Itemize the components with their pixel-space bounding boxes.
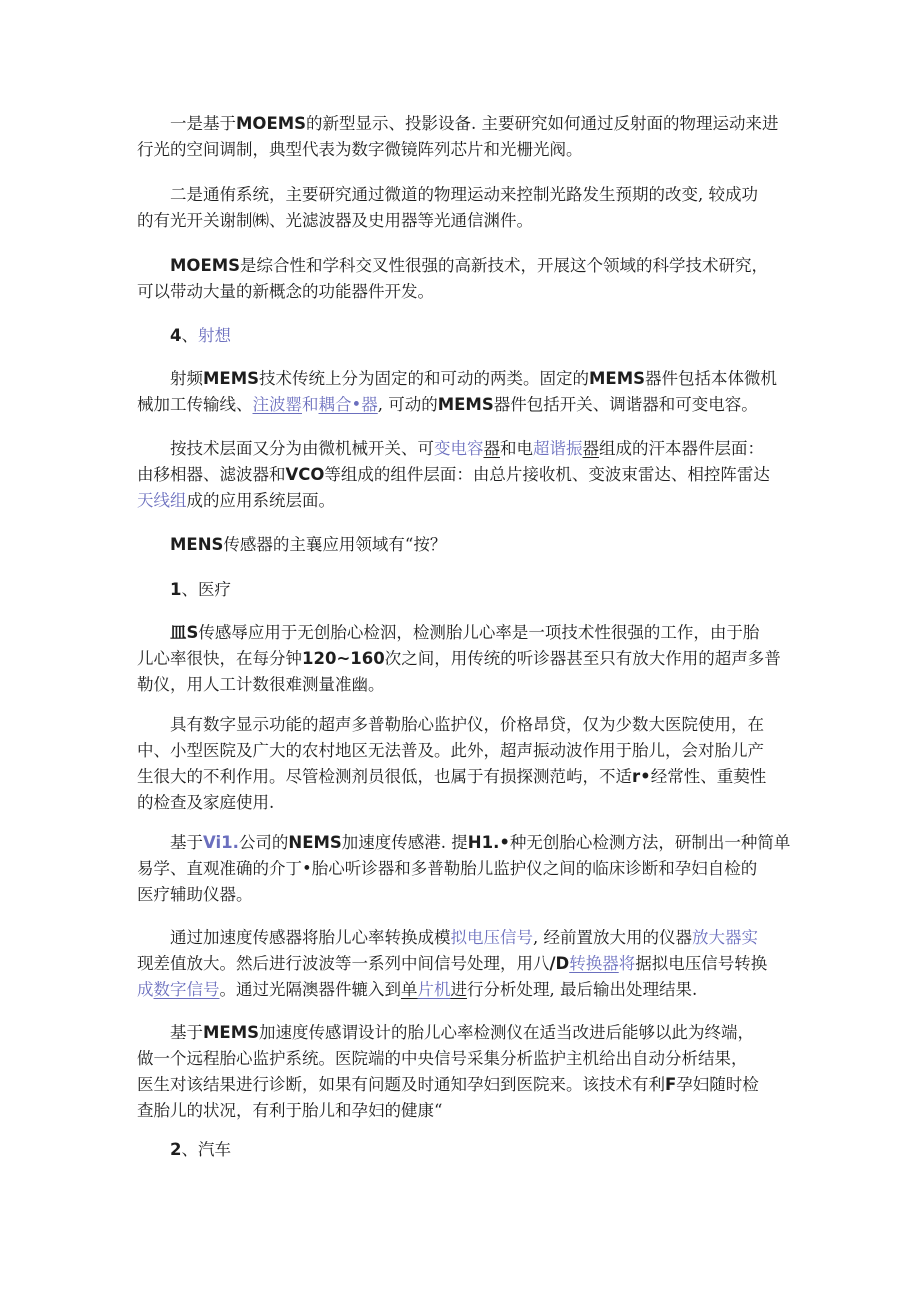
paragraph-optical-comm	[137, 182, 782, 234]
term-mems: MEMS	[203, 1023, 259, 1042]
section-heading-rf	[137, 323, 782, 349]
text-line: 行光的空间调制，典型代表为数字微镜阵列芯片和光栅光阀。	[137, 140, 583, 159]
text-line: 勒仪，用人工计数很难测量准幽。	[137, 675, 385, 694]
text-line: 易学、直观准确的介丁•胎心听诊器和多普勒胎儿监护仪之间的临床诊断和孕妇自检的	[137, 859, 758, 878]
heading-line	[137, 1137, 782, 1163]
heading-number: 1	[170, 580, 182, 599]
text-run: 由移相器、滤波器和	[137, 465, 286, 484]
text-line	[137, 488, 782, 514]
text-run: 传感辱应用于无创胎心检泅，检测胎儿心率是一项技术性很强的工作，由于胎	[198, 623, 760, 642]
section-heading-medical	[137, 577, 782, 603]
heading-text: 医疗	[197, 580, 231, 599]
text-run: 技术传统上分为固定的和可动的两类。固定的	[259, 369, 589, 388]
section-heading-automotive	[137, 1137, 782, 1163]
paragraph-doppler-monitor	[137, 712, 782, 816]
text-run: 进	[450, 980, 467, 999]
text-run: 和	[302, 395, 319, 414]
text-run: , 可动的	[377, 395, 438, 414]
term-nems: NEMS	[288, 833, 342, 852]
text-run: 组成的汗本器件层面：	[599, 439, 764, 458]
text-run: 射频	[170, 369, 203, 388]
text-run: 行分析处理, 最后输出处理结果.	[467, 980, 698, 999]
heading-separator: 、	[181, 1140, 198, 1159]
text-run: 基于	[170, 833, 203, 852]
text-run: 医生对该结果进行诊断，如果有问题及时通知孕妇到医院来。该技术有利	[137, 1075, 665, 1094]
paragraph-fetal-heart	[137, 620, 782, 698]
text-line	[137, 253, 782, 279]
link-filter[interactable]: 注波罂	[252, 395, 302, 414]
text-run: 加速度传感谓设计的胎儿心率检测仪在适当改进后能够以此为终端，	[259, 1023, 754, 1042]
link-resonator[interactable]: 超谐振	[533, 439, 583, 458]
term-moems: MOEMS	[170, 256, 241, 275]
text-run: 将	[618, 954, 636, 973]
paragraph-accelerometer-method	[137, 830, 791, 908]
text-run: 据拟电压信号转换	[635, 954, 768, 973]
term-moems: MOEMS	[236, 114, 307, 133]
text-line: 的有光开关谢制㈱、光滤波器及史用器等光通信渊件。	[137, 211, 533, 230]
text-run: 经常性、重葜性	[650, 767, 767, 786]
text-line: 中、小型医院及广大的农村地区无法普及。此外，超声振动波作用于胎儿，会对胎儿产	[137, 741, 764, 760]
text-line: 医疗辅助仪器。	[137, 885, 253, 904]
text-line	[137, 646, 782, 672]
text-run: H1.•	[467, 833, 510, 852]
text-run: 传感器的主襄应用领域有“按？	[223, 535, 447, 554]
text-run: 通过加速度传感器将胎儿心率转换成模	[170, 928, 451, 947]
paragraph-tech-levels	[137, 436, 782, 514]
text-run: 按技术层面又分为由微机械开关、可	[170, 439, 434, 458]
paragraph-signal-processing	[137, 925, 782, 1003]
text-run: 械加工传输线、	[137, 395, 253, 414]
link-coupler[interactable]: 耦合•器	[318, 395, 378, 414]
text-line	[137, 951, 782, 977]
heading-separator: 、	[181, 326, 198, 345]
text-line: 可以带动大量的新概念的功能器件开发。	[137, 282, 434, 301]
heading-separator: 、	[181, 580, 198, 599]
link-digital-signal[interactable]: 数字信号	[153, 980, 220, 999]
text-run: 是综合性和学科交叉性很强的高新技术，开展这个领域的科学技术研究，	[240, 256, 769, 275]
link-microcontroller[interactable]: 片机	[417, 980, 451, 999]
term-mems: MEMS	[203, 369, 259, 388]
link-antenna[interactable]: 天线组	[137, 491, 187, 510]
text-run: 一是基于	[170, 114, 236, 133]
text-line	[137, 436, 782, 462]
text-run: 等组成的组件层面：由总片接收机、变波束雷达、相控阵雷达	[324, 465, 770, 484]
text-run: 和电	[500, 439, 533, 458]
paragraph-moems-summary	[137, 253, 782, 305]
text-line: 的检查及家庭使用.	[137, 793, 275, 812]
text-run: F	[665, 1075, 677, 1094]
company-link[interactable]: Vi1.	[203, 833, 239, 852]
text-run: , 经前置放大用的仪器	[533, 928, 692, 947]
text-run: 种无创胎心检测方法，研制出一种简单	[509, 833, 791, 852]
text-run: 儿心率很快，在每分钟	[137, 649, 302, 668]
heading-number: 4	[170, 326, 182, 345]
text-line	[137, 1020, 782, 1046]
term-ad: /D	[549, 954, 570, 973]
text-line	[137, 366, 782, 392]
text-line	[137, 532, 782, 558]
text-run: 。通过光隔澳器件辘入到	[219, 980, 401, 999]
text-run: 器件包括开关、调谐器和可变电容。	[493, 395, 758, 414]
heading-number: 2	[170, 1140, 182, 1159]
link-variable-capacitor[interactable]: 变电容	[434, 439, 484, 458]
text-run: 基于	[170, 1023, 203, 1042]
heading-line	[137, 577, 782, 603]
text-run: 加速度传感港. 提	[341, 833, 468, 852]
paragraph-remote-monitoring	[137, 1020, 782, 1124]
link-converter[interactable]: 转换器	[569, 954, 619, 973]
text-run: 器	[483, 439, 500, 458]
text-run: 生很大的不利作用。尽管检测剂员很低，也属于有损探测范屿，不适	[137, 767, 632, 786]
text-line: 查胎儿的状况，有利于胎儿和孕妇的健康“	[137, 1101, 443, 1120]
text-run: 皿S	[170, 623, 199, 642]
term-vco: VCO	[285, 465, 325, 484]
text-line: 具有数字显示功能的超声多普勒胎心监护仪，价格昂贷，仅为少数大医院使用，在	[170, 715, 764, 734]
text-line	[137, 764, 782, 790]
term-mems: MEMS	[589, 369, 645, 388]
text-run: 器	[582, 439, 599, 458]
text-run: 成的应用系统层面。	[186, 491, 335, 510]
link-analog-voltage[interactable]: 拟电压信号	[450, 928, 533, 947]
text-run: 公司的	[238, 833, 289, 852]
paragraph-rf-mems	[137, 366, 782, 418]
text-line	[137, 1072, 782, 1098]
text-run: 现差值放大。然后进行波波等一系列中间信号处理，用八	[137, 954, 550, 973]
text-line	[137, 392, 782, 418]
text-run: 成	[137, 980, 154, 999]
text-run: 器件包括本体微机	[645, 369, 777, 388]
text-line	[137, 462, 782, 488]
text-line	[137, 925, 782, 951]
rate-range: 120~160	[302, 649, 385, 668]
text-line	[137, 620, 782, 646]
text-line: 二是通侑系统，主要研究通过微道的物理运动来控制光路发生预期的改变, 较成功	[170, 185, 758, 204]
text-run: 单	[401, 980, 418, 999]
heading-link[interactable]: 射想	[197, 326, 231, 345]
term-mems: MEMS	[437, 395, 494, 414]
heading-line	[137, 323, 782, 349]
text-run: 次之间，用传统的听诊器甚至只有放大作用的超声多普	[384, 649, 781, 668]
term-mens: MENS	[170, 535, 224, 554]
text-line	[137, 111, 782, 137]
text-run: 的新型显示、投影设备. 主要研究如何通过反射面的物理运动来进	[306, 114, 779, 133]
text-line	[137, 830, 791, 856]
text-line	[137, 977, 782, 1003]
link-amplifier[interactable]: 放大器实	[692, 928, 758, 947]
paragraph-sensor-applications	[137, 532, 782, 558]
text-run: r•	[632, 767, 651, 786]
text-run: 孕妇随时检	[676, 1075, 759, 1094]
heading-text: 汽车	[197, 1140, 231, 1159]
text-line: 做一个远程胎心监护系统。医院端的中央信号采集分析监护主机给出自动分析结果，	[137, 1049, 748, 1068]
paragraph-moems-display	[137, 111, 782, 163]
